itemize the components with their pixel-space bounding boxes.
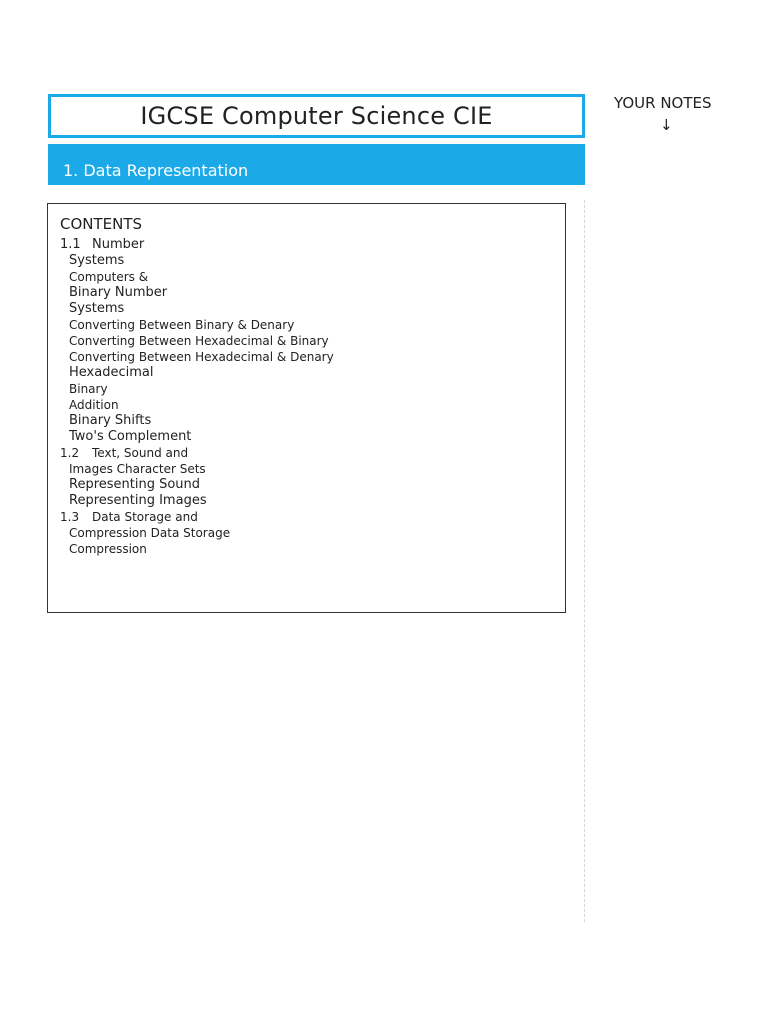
toc-subentry[interactable] bbox=[60, 413, 550, 429]
your-notes-label: YOUR NOTES bbox=[614, 94, 712, 112]
toc-subentry[interactable] bbox=[60, 493, 550, 509]
toc-entry-text: Two's Complement bbox=[69, 429, 192, 444]
toc-section-number: 1.1 bbox=[60, 237, 81, 252]
toc-subentry[interactable] bbox=[60, 477, 550, 493]
toc-entry-text: Systems bbox=[69, 301, 125, 316]
contents-list bbox=[60, 237, 550, 557]
toc-entry-text: Number bbox=[92, 237, 145, 252]
toc-entry-text: Systems bbox=[69, 253, 125, 268]
toc-subentry[interactable] bbox=[60, 349, 550, 365]
toc-subentry[interactable] bbox=[60, 365, 550, 381]
toc-entry-text: Representing Images bbox=[69, 493, 207, 508]
document-title-box bbox=[48, 94, 585, 138]
toc-entry-text: Converting Between Binary & Denary bbox=[69, 318, 295, 332]
notes-divider bbox=[584, 200, 585, 922]
toc-subentry[interactable] bbox=[60, 541, 550, 557]
toc-entry-text: Binary Number bbox=[69, 285, 168, 300]
contents-box bbox=[47, 203, 566, 613]
toc-subentry[interactable] bbox=[60, 461, 550, 477]
section-header-bar bbox=[48, 144, 585, 185]
toc-entry-text: Representing Sound bbox=[69, 477, 201, 492]
toc-section-entry[interactable] bbox=[60, 445, 550, 461]
toc-entry-text: Converting Between Hexadecimal & Denary bbox=[69, 350, 334, 364]
toc-entry-text: Data Storage and bbox=[92, 510, 198, 524]
toc-entry-text: Binary bbox=[69, 382, 108, 396]
toc-subentry[interactable] bbox=[60, 429, 550, 445]
toc-entry-text: Binary Shifts bbox=[69, 413, 152, 428]
toc-subentry[interactable] bbox=[60, 397, 550, 413]
section-title: 1. Data Representation bbox=[63, 160, 249, 180]
toc-section-number: 1.3 bbox=[60, 510, 80, 524]
toc-section-number: 1.2 bbox=[60, 446, 80, 460]
toc-entry-text: Converting Between Hexadecimal & Binary bbox=[69, 334, 329, 348]
toc-subentry[interactable] bbox=[60, 253, 550, 269]
toc-entry-text: Text, Sound and bbox=[92, 446, 189, 460]
toc-entry-text: Compression bbox=[69, 542, 147, 556]
contents-heading: CONTENTS bbox=[60, 215, 143, 233]
toc-section-entry[interactable] bbox=[60, 237, 550, 253]
toc-entry-text: Computers & bbox=[69, 270, 149, 284]
toc-subentry[interactable] bbox=[60, 525, 550, 541]
toc-subentry[interactable] bbox=[60, 285, 550, 301]
toc-entry-text: Images Character Sets bbox=[69, 462, 206, 476]
toc-subentry[interactable] bbox=[60, 301, 550, 317]
toc-section-entry[interactable] bbox=[60, 509, 550, 525]
document-title: IGCSE Computer Science CIE bbox=[140, 102, 493, 130]
toc-subentry[interactable] bbox=[60, 333, 550, 349]
toc-entry-text: Compression Data Storage bbox=[69, 526, 231, 540]
toc-entry-text: Hexadecimal bbox=[69, 365, 154, 380]
toc-entry-text: Addition bbox=[69, 398, 119, 412]
down-arrow-icon: ↓ bbox=[660, 116, 673, 134]
toc-subentry[interactable] bbox=[60, 381, 550, 397]
toc-subentry[interactable] bbox=[60, 269, 550, 285]
toc-subentry[interactable] bbox=[60, 317, 550, 333]
